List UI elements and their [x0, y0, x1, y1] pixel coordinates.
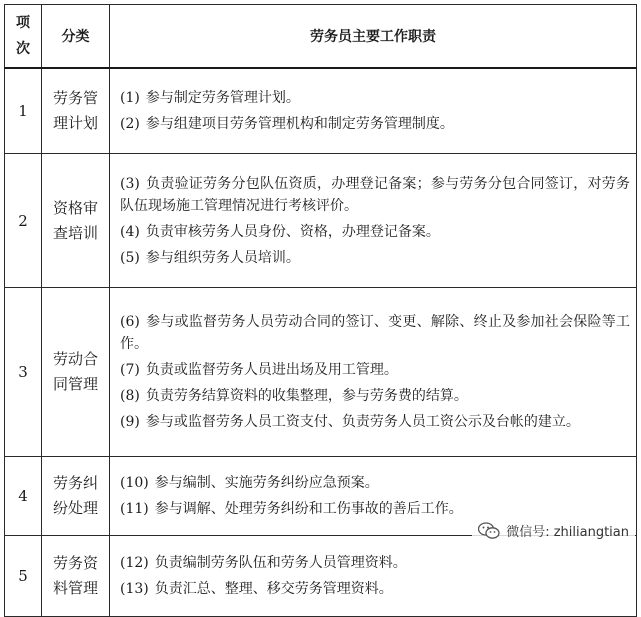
wechat-icon — [478, 522, 500, 540]
duty-item — [120, 221, 630, 243]
row-duties — [110, 536, 637, 617]
duty-item — [120, 385, 630, 407]
duty-number: (10) — [120, 475, 149, 491]
duty-item — [120, 247, 630, 269]
row-number: 4 — [5, 457, 42, 536]
row-duties — [110, 68, 637, 154]
duty-item — [120, 311, 630, 355]
row-category — [42, 536, 110, 617]
header-duties: 劳务员主要工作职责 — [110, 5, 637, 69]
duty-text: 参与组织劳务人员培训。 — [145, 249, 300, 266]
duty-number: (9) — [120, 414, 140, 430]
row-category-line1: 资格审 — [52, 198, 98, 217]
duty-item — [120, 498, 630, 520]
header-item-no-line2: 次 — [16, 41, 30, 57]
duty-number: (4) — [120, 223, 140, 240]
duty-item — [120, 113, 630, 135]
table-row — [5, 536, 637, 617]
table-row — [5, 68, 637, 154]
row-category-line1: 劳务管 — [52, 89, 98, 107]
duty-item — [120, 472, 630, 494]
duty-number: (2) — [120, 116, 140, 132]
row-duties — [110, 288, 637, 457]
duty-number: (3) — [120, 175, 140, 192]
duty-item — [120, 578, 630, 600]
duty-text: 负责汇总、整理、移交劳务管理资料。 — [154, 581, 393, 597]
duty-number: (7) — [120, 362, 140, 378]
duty-text: 参与或监督劳务人员劳动合同的签订、变更、解除、终止及参加社会保险等工作。 — [120, 314, 630, 352]
duty-number: (5) — [120, 249, 140, 266]
duty-number: (12) — [120, 555, 149, 571]
duty-item — [120, 552, 630, 574]
table-row — [5, 288, 637, 457]
duty-item — [120, 411, 630, 433]
duty-number: (6) — [120, 314, 140, 330]
duty-item — [120, 87, 630, 109]
duty-number: (13) — [120, 581, 149, 597]
duty-number: (11) — [120, 501, 149, 517]
row-number: 1 — [5, 68, 42, 154]
row-category-line1: 劳务纠 — [52, 474, 98, 492]
row-number: 3 — [5, 288, 42, 457]
duty-text: 负责编制劳务队伍和劳务人员管理资料。 — [154, 555, 407, 571]
duty-text: 负责验证劳务分包队伍资质，办理登记备案；参与劳务分包合同签订，对劳务队伍现场施工管理情况进行考核评价。 — [120, 175, 630, 214]
duty-text: 参与编制、实施劳务纠纷应急预案。 — [154, 475, 379, 491]
duty-text: 参与制定劳务管理计划。 — [145, 90, 300, 106]
duty-text: 参与组建项目劳务管理机构和制定劳务管理制度。 — [145, 116, 454, 132]
row-category-line1: 劳动合 — [52, 350, 98, 368]
duty-number: (1) — [120, 90, 140, 106]
duty-text: 负责或监督劳务人员进出场及用工管理。 — [145, 362, 398, 378]
row-category-line2: 同管理 — [52, 375, 98, 393]
header-item-no-line1: 项 — [16, 15, 30, 31]
duty-text: 负责审核劳务人员身份、资格，办理登记备案。 — [145, 223, 440, 240]
table-row — [5, 154, 637, 288]
header-item-no — [5, 5, 42, 69]
duty-text: 参与调解、处理劳务纠纷和工伤事故的善后工作。 — [154, 501, 463, 517]
wechat-watermark — [472, 519, 635, 542]
row-category-line2: 查培训 — [52, 223, 98, 242]
row-number: 5 — [5, 536, 42, 617]
row-category-line1: 劳务资 — [52, 554, 98, 572]
row-category-line2: 理计划 — [52, 114, 98, 132]
row-category — [42, 457, 110, 536]
row-number: 2 — [5, 154, 42, 288]
duty-text: 负责劳务结算资料的收集整理，参与劳务费的结算。 — [145, 388, 468, 404]
duty-item — [120, 173, 630, 217]
duty-text: 参与或监督劳务人员工资支付、负责劳务人员工资公示及台帐的建立。 — [145, 414, 580, 430]
duty-number: (8) — [120, 388, 140, 404]
row-category — [42, 288, 110, 457]
table-header-row — [5, 5, 637, 69]
header-category: 分类 — [42, 5, 110, 69]
duty-item — [120, 359, 630, 381]
row-category-line2: 纷处理 — [52, 499, 98, 517]
row-duties — [110, 154, 637, 288]
watermark-text: 微信号: zhiliangtian — [506, 525, 629, 540]
row-category-line2: 料管理 — [52, 579, 98, 597]
row-category — [42, 154, 110, 288]
row-category — [42, 68, 110, 154]
